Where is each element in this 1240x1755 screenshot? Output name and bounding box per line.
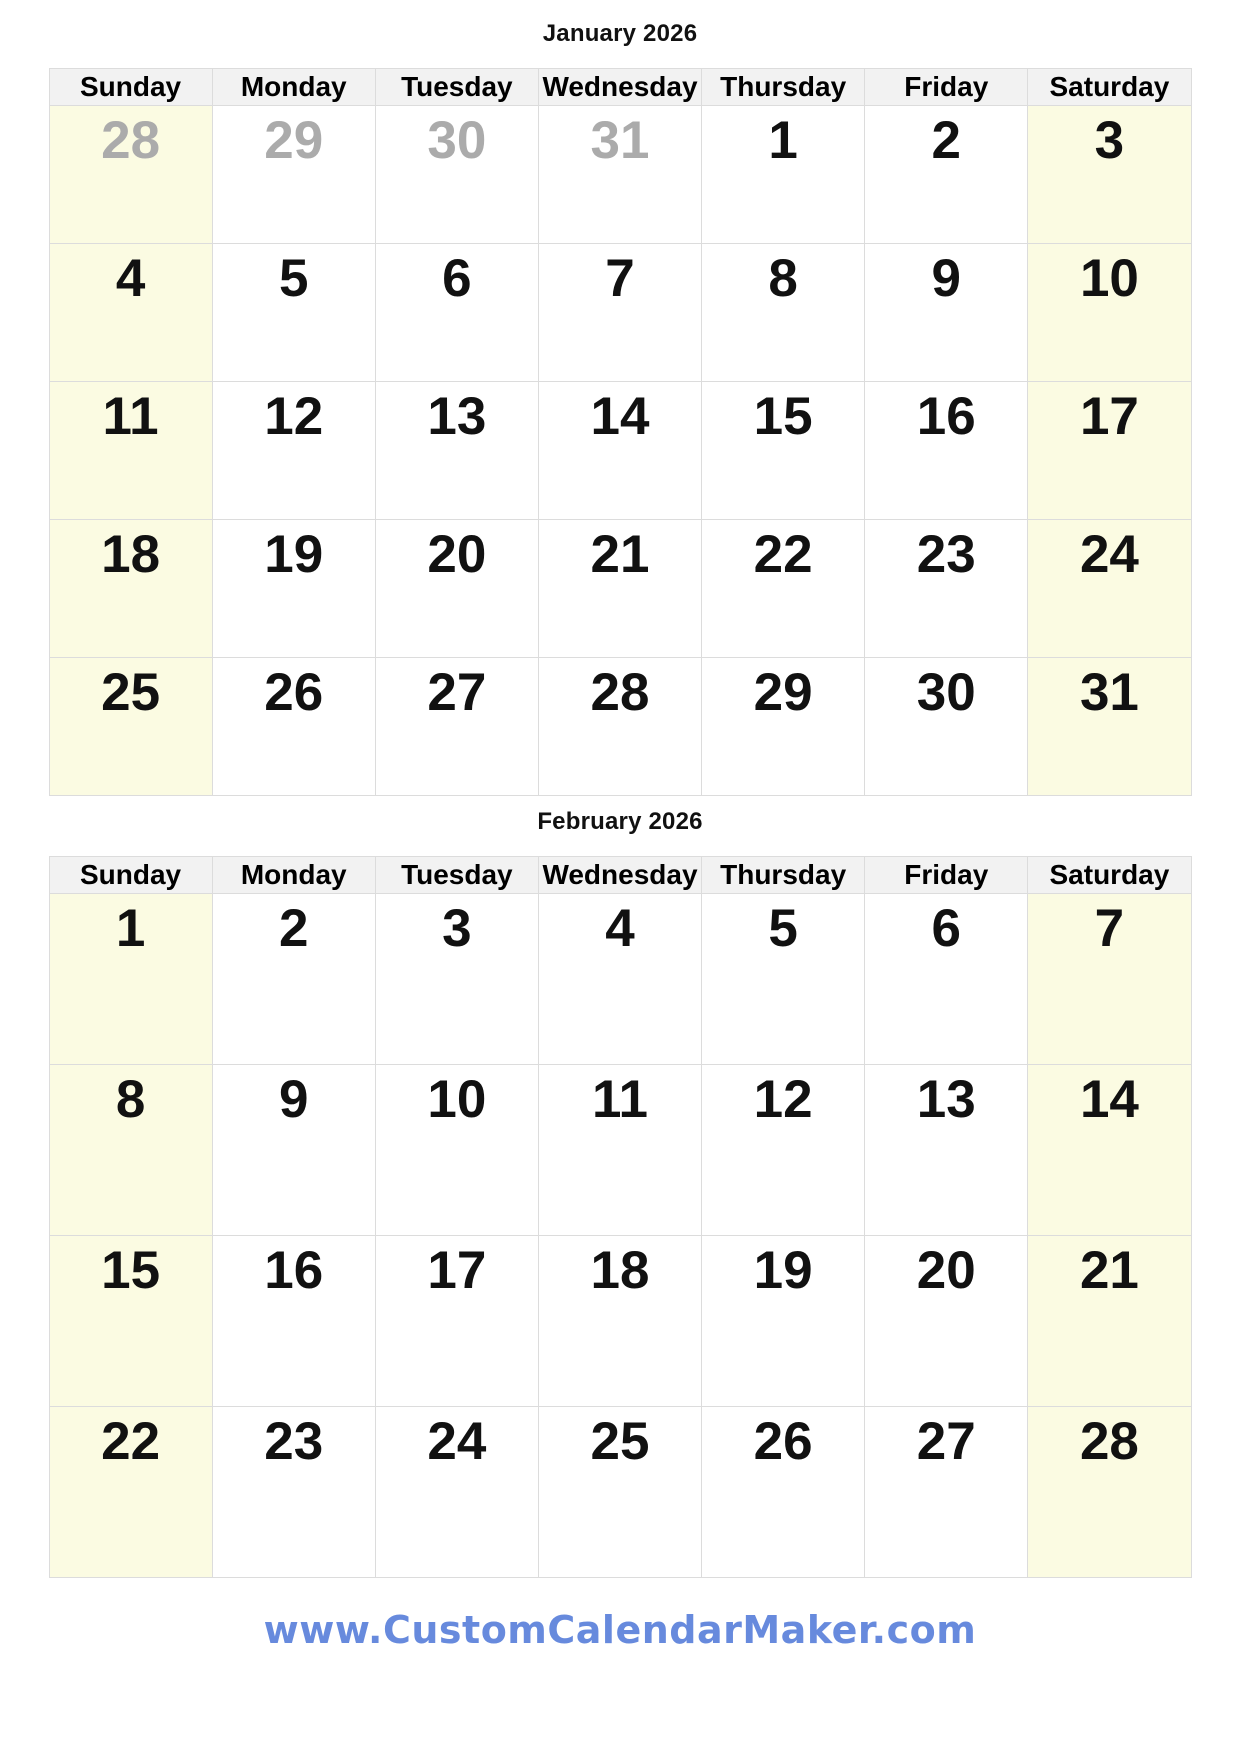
calendar-grid-january: [49, 68, 1192, 796]
day-cell: 3: [1028, 106, 1191, 244]
day-cell: 13: [865, 1065, 1028, 1236]
day-header-friday: Friday: [865, 69, 1028, 106]
calendar-month-february: [49, 808, 1192, 1578]
day-cell: 11: [49, 382, 212, 520]
day-cell: 14: [1028, 1065, 1191, 1236]
day-cell: 28: [1028, 1407, 1191, 1578]
day-cell: 15: [49, 1236, 212, 1407]
day-cell: 17: [375, 1236, 538, 1407]
day-cell-adjacent-month: 28: [49, 106, 212, 244]
day-header-saturday: Saturday: [1028, 857, 1191, 894]
week-row: [49, 1065, 1191, 1236]
day-header-sunday: Sunday: [49, 857, 212, 894]
calendar-grid-february: [49, 856, 1192, 1578]
day-cell-adjacent-month: 31: [538, 106, 701, 244]
day-cell: 16: [865, 382, 1028, 520]
day-cell: 16: [212, 1236, 375, 1407]
day-cell: 9: [865, 244, 1028, 382]
day-header-wednesday: Wednesday: [538, 857, 701, 894]
week-row: [49, 1236, 1191, 1407]
day-header-row: [49, 857, 1191, 894]
day-cell: 18: [49, 520, 212, 658]
day-cell: 26: [702, 1407, 865, 1578]
week-row: [49, 1407, 1191, 1578]
day-cell: 5: [212, 244, 375, 382]
day-cell: 7: [1028, 894, 1191, 1065]
day-header-row: [49, 69, 1191, 106]
day-cell: 1: [702, 106, 865, 244]
day-header-thursday: Thursday: [702, 69, 865, 106]
day-cell: 30: [865, 658, 1028, 796]
calendar-month-january: [49, 20, 1192, 796]
day-header-monday: Monday: [212, 69, 375, 106]
day-cell: 9: [212, 1065, 375, 1236]
day-cell: 22: [49, 1407, 212, 1578]
day-cell: 2: [212, 894, 375, 1065]
day-cell: 12: [702, 1065, 865, 1236]
day-cell: 21: [1028, 1236, 1191, 1407]
day-cell: 22: [702, 520, 865, 658]
day-cell-adjacent-month: 29: [212, 106, 375, 244]
day-cell: 17: [1028, 382, 1191, 520]
day-cell: 6: [865, 894, 1028, 1065]
day-cell: 20: [865, 1236, 1028, 1407]
day-cell: 20: [375, 520, 538, 658]
week-row: [49, 382, 1191, 520]
week-row: [49, 894, 1191, 1065]
day-cell: 3: [375, 894, 538, 1065]
day-cell: 27: [375, 658, 538, 796]
day-cell: 19: [212, 520, 375, 658]
day-cell: 28: [538, 658, 701, 796]
day-header-sunday: Sunday: [49, 69, 212, 106]
day-cell: 23: [865, 520, 1028, 658]
day-cell: 19: [702, 1236, 865, 1407]
day-cell: 13: [375, 382, 538, 520]
calendar-title-february: February 2026: [537, 808, 703, 835]
day-cell: 23: [212, 1407, 375, 1578]
day-cell: 10: [375, 1065, 538, 1236]
day-cell: 15: [702, 382, 865, 520]
day-cell: 4: [49, 244, 212, 382]
week-row: [49, 106, 1191, 244]
day-cell: 1: [49, 894, 212, 1065]
day-cell: 7: [538, 244, 701, 382]
day-cell: 26: [212, 658, 375, 796]
day-cell: 25: [49, 658, 212, 796]
day-cell: 24: [375, 1407, 538, 1578]
day-header-monday: Monday: [212, 857, 375, 894]
day-header-tuesday: Tuesday: [375, 857, 538, 894]
day-cell: 2: [865, 106, 1028, 244]
day-header-tuesday: Tuesday: [375, 69, 538, 106]
day-cell: 5: [702, 894, 865, 1065]
day-header-saturday: Saturday: [1028, 69, 1191, 106]
day-cell: 24: [1028, 520, 1191, 658]
day-cell: 29: [702, 658, 865, 796]
footer: [0, 1608, 1240, 1652]
day-header-wednesday: Wednesday: [538, 69, 701, 106]
day-cell: 27: [865, 1407, 1028, 1578]
day-cell: 4: [538, 894, 701, 1065]
week-row: [49, 520, 1191, 658]
day-cell: 8: [49, 1065, 212, 1236]
day-cell: 18: [538, 1236, 701, 1407]
day-cell: 11: [538, 1065, 701, 1236]
day-cell: 14: [538, 382, 701, 520]
day-cell: 21: [538, 520, 701, 658]
day-header-friday: Friday: [865, 857, 1028, 894]
day-cell: 10: [1028, 244, 1191, 382]
day-cell: 6: [375, 244, 538, 382]
week-row: [49, 244, 1191, 382]
day-cell: 31: [1028, 658, 1191, 796]
day-cell: 12: [212, 382, 375, 520]
day-cell: 25: [538, 1407, 701, 1578]
footer-site-link[interactable]: www.CustomCalendarMaker.com: [263, 1608, 977, 1652]
week-row: [49, 658, 1191, 796]
day-cell: 8: [702, 244, 865, 382]
day-header-thursday: Thursday: [702, 857, 865, 894]
calendar-title-january: January 2026: [542, 20, 698, 47]
day-cell-adjacent-month: 30: [375, 106, 538, 244]
